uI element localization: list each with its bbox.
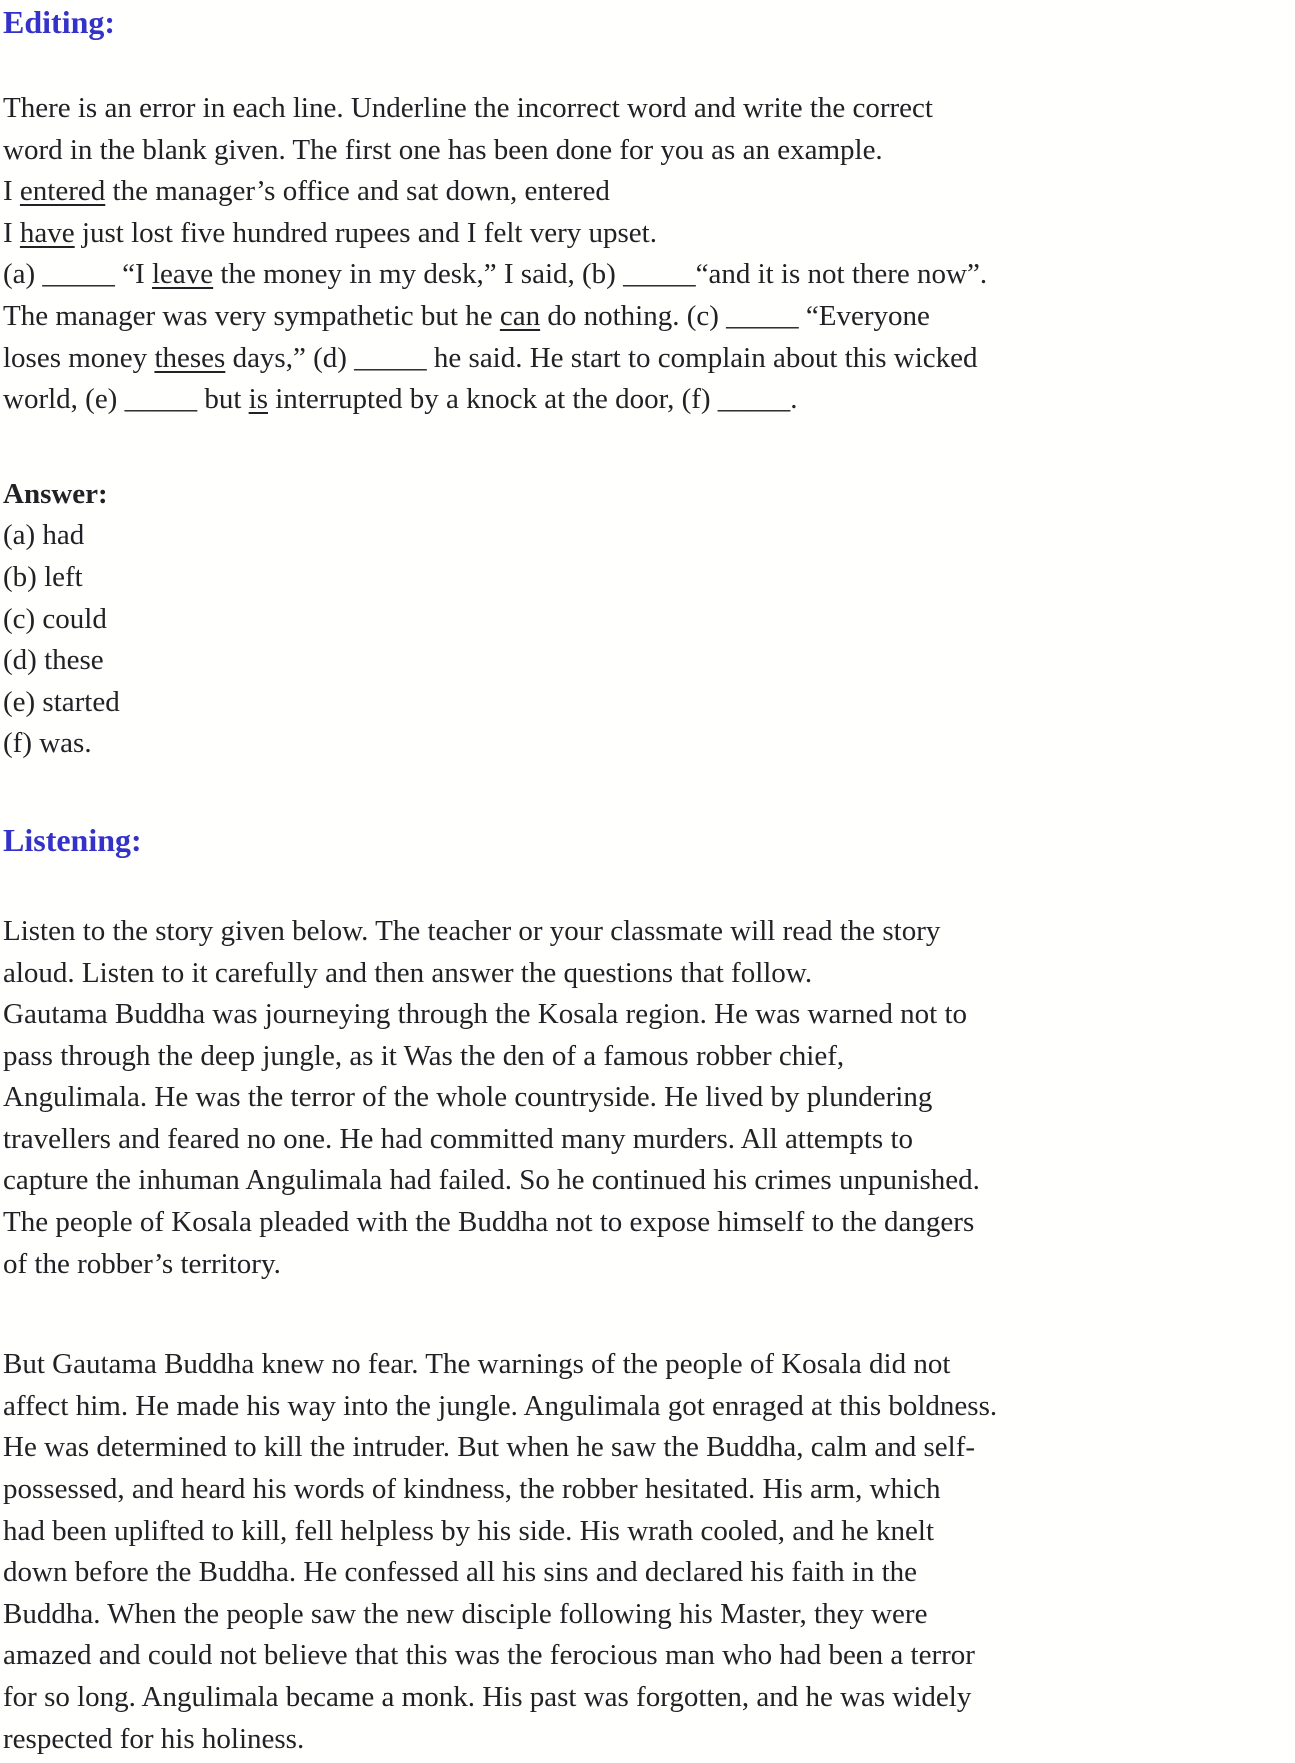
text-segment: The manager was very sympathetic but he [3,299,500,332]
text-segment: I [3,175,20,208]
underlined-word: have [19,216,75,249]
text-line [3,254,1295,296]
text-segment: interrupted by a knock at the door, (f) _____. [268,383,798,416]
text-line: affect him. He made his way into the jungle. Angulimala got enraged at this boldness. [3,1389,998,1422]
underlined-word: can [499,299,541,332]
text-line [3,338,1295,380]
text-line: amazed and could not believe that this was the ferocious man who had been a terror [3,1639,975,1672]
editing-section-heading: Editing: [3,4,116,40]
text-segment: loses money [3,341,155,374]
text-line: Gautama Buddha was journeying through the Kosala region. He was warned not to [3,998,968,1031]
underlined-word: entered [19,175,106,208]
editing-exercise-text [3,88,1295,421]
text-segment: There is an error in each line. Underline the incorrect word and write the correct [3,92,933,124]
text-line: (e) started [3,685,120,718]
text-line: of the robber’s territory. [3,1247,281,1280]
text-line: (a) had [3,519,85,552]
text-line [3,88,1295,130]
text-line [3,213,1295,255]
text-line: respected for his holiness. [3,1722,305,1755]
text-line: capture the inhuman Angulimala had failed. So he continued his crimes unpunished. [3,1164,980,1197]
text-segment: days,” (d) _____ he said. He start to complain about this wicked [225,341,978,374]
text-segment: the manager’s office and sat down, entered [105,175,610,208]
underlined-word: theses [154,341,226,374]
text-segment: (a) _____ “I [3,258,152,291]
text-line: had been uplifted to kill, fell helpless by his side. His wrath cooled, and he knelt [3,1514,935,1547]
text-line [3,296,1295,338]
text-segment: just lost five hundred rupees and I felt very upset. [74,216,657,249]
text-line: (f) was. [3,727,92,760]
text-segment: do nothing. (c) _____ “Everyone [540,299,930,332]
text-line: down before the Buddha. He confessed all his sins and declared his faith in the [3,1556,918,1589]
text-line: pass through the deep jungle, as it Was the den of a famous robber chief, [3,1039,845,1072]
text-line: Angulimala. He was the terror of the whole countryside. He lived by plundering [3,1081,933,1114]
text-line: The people of Kosala pleaded with the Buddha not to expose himself to the dangers [3,1206,975,1239]
text-line: Buddha. When the people saw the new disciple following his Master, they were [3,1597,928,1630]
listening-paragraph-1 [3,911,1295,1285]
answer-list [3,515,1295,765]
text-line [3,171,1295,213]
text-line: (c) could [3,602,107,635]
text-line: (d) these [3,644,104,677]
text-line: (b) left [3,560,83,593]
listening-paragraph-2 [3,1344,1295,1760]
text-line: Listen to the story given below. The teacher or your classmate will read the story [3,914,941,947]
text-line: possessed, and heard his words of kindness, the robber hesitated. His arm, which [3,1473,941,1506]
text-line [3,379,1295,421]
underlined-word: is [248,383,268,416]
text-line: travellers and feared no one. He had committed many murders. All attempts to [3,1122,914,1155]
text-segment: I [3,216,20,249]
text-line [3,130,1295,172]
text-segment: word in the blank given. The first one has been done for you as an example. [3,133,883,166]
text-line: for so long. Angulimala became a monk. His past was forgotten, and he was widely [3,1681,972,1713]
text-segment: world, (e) _____ but [3,383,249,416]
text-line: But Gautama Buddha knew no fear. The warnings of the people of Kosala did not [3,1348,951,1381]
editing-answer-block [3,474,1295,765]
text-line: aloud. Listen to it carefully and then answer the questions that follow. [3,956,813,989]
answer-heading: Answer: [3,477,108,510]
underlined-word: leave [151,258,214,291]
text-line: He was determined to kill the intruder. But when he saw the Buddha, calm and self- [3,1431,976,1464]
listening-section-heading: Listening: [3,821,142,858]
text-segment: the money in my desk,” I said, (b) _____“and it is not there now”. [213,258,988,291]
